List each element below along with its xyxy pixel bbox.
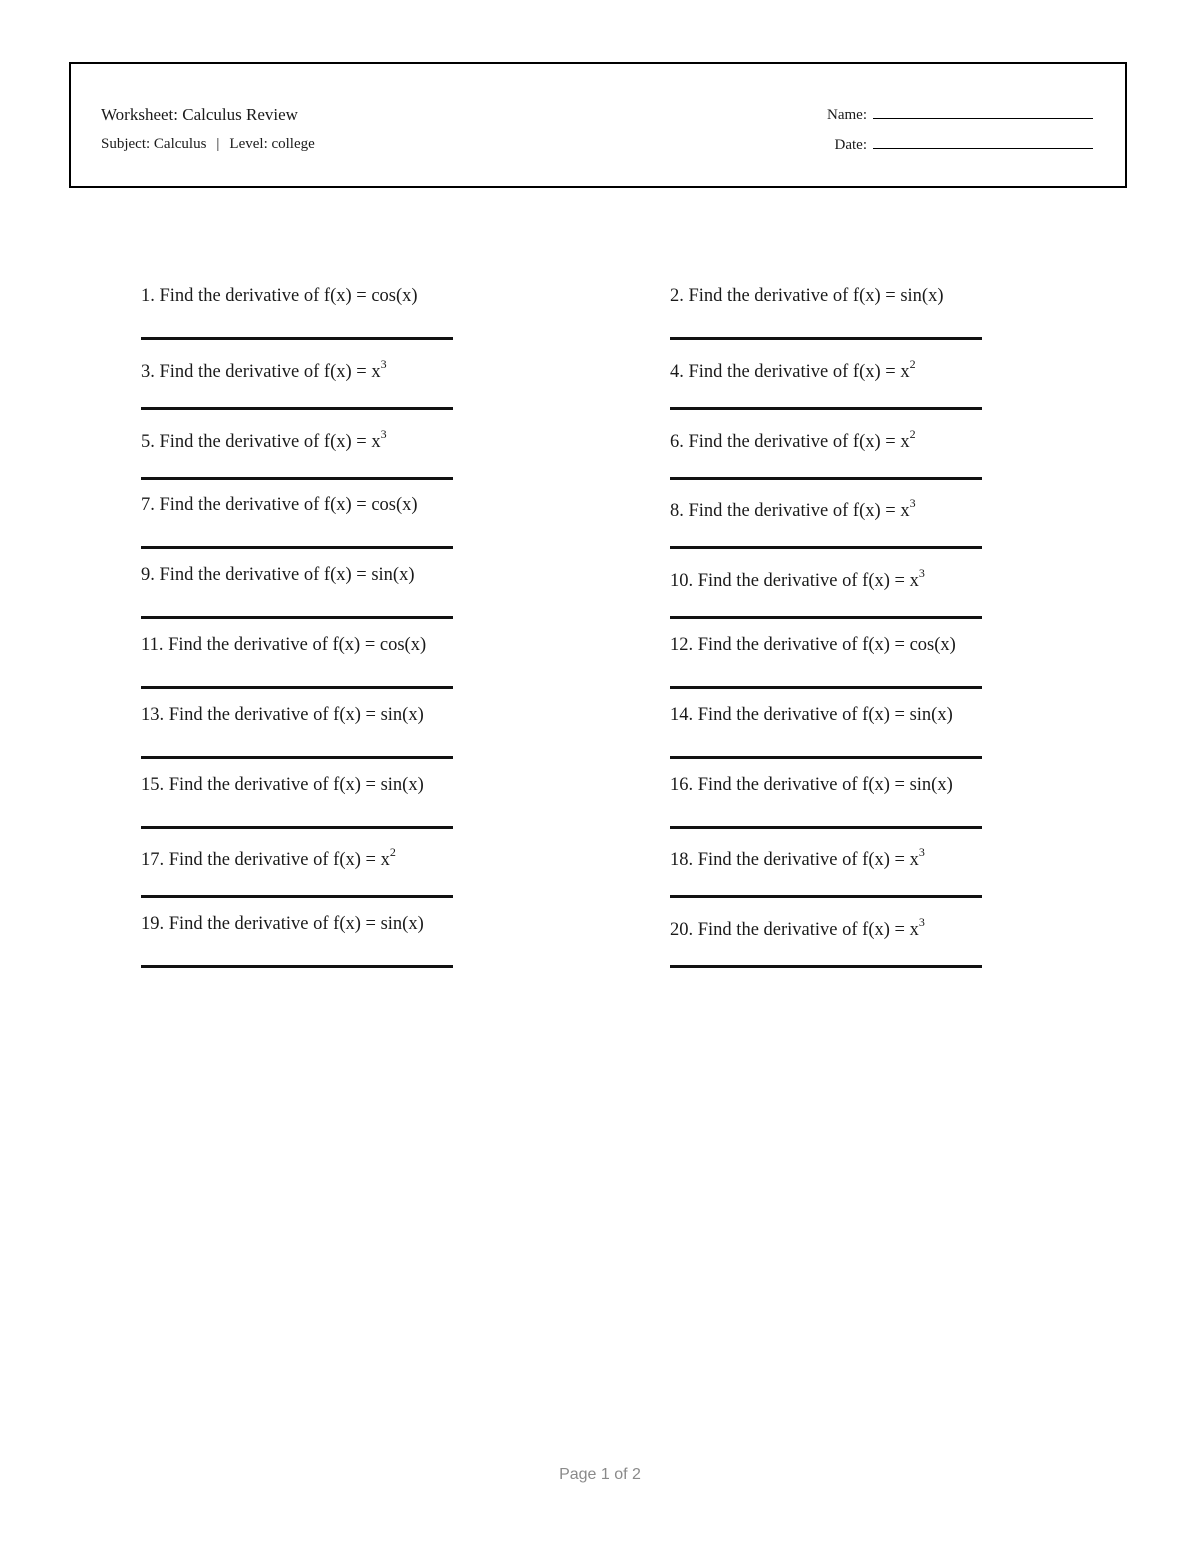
answer-line[interactable] bbox=[141, 826, 453, 829]
question-prompt: Find the derivative of f(x) = cos(x) bbox=[168, 635, 427, 655]
exponent: 3 bbox=[918, 845, 925, 860]
exponent: 2 bbox=[909, 426, 916, 441]
question-prompt: Find the derivative of f(x) = cos(x) bbox=[697, 635, 956, 655]
question-number: 6. bbox=[670, 431, 684, 452]
answer-line[interactable] bbox=[141, 546, 453, 549]
question-item bbox=[141, 424, 561, 454]
question-text bbox=[670, 563, 1090, 593]
answer-line[interactable] bbox=[141, 965, 453, 968]
answer-line[interactable] bbox=[141, 337, 453, 340]
meta-separator: | bbox=[216, 136, 220, 152]
question-number: 19. bbox=[141, 914, 165, 935]
exponent: 3 bbox=[380, 356, 387, 371]
answer-line[interactable] bbox=[141, 895, 453, 898]
question-prompt: Find the derivative of f(x) = sin(x) bbox=[688, 286, 944, 306]
answer-line[interactable] bbox=[141, 477, 453, 480]
question-item bbox=[670, 773, 1090, 797]
answer-line[interactable] bbox=[670, 686, 982, 689]
question-text bbox=[670, 284, 1090, 308]
question-text bbox=[141, 284, 561, 308]
question-number: 1. bbox=[141, 286, 155, 306]
question-text bbox=[670, 493, 1090, 523]
exponent: 3 bbox=[380, 426, 387, 441]
exponent: 3 bbox=[909, 496, 916, 511]
answer-line[interactable] bbox=[670, 337, 982, 340]
question-prompt: Find the derivative of f(x) = x bbox=[697, 850, 919, 871]
answer-line[interactable] bbox=[141, 756, 453, 759]
question-item bbox=[670, 424, 1090, 454]
question-text bbox=[670, 703, 1090, 727]
question-prompt: Find the derivative of f(x) = sin(x) bbox=[168, 774, 424, 795]
question-item bbox=[141, 563, 561, 587]
question-text bbox=[670, 912, 1090, 942]
question-item bbox=[670, 284, 1090, 308]
answer-line[interactable] bbox=[670, 546, 982, 549]
question-item bbox=[670, 493, 1090, 523]
question-text bbox=[141, 424, 561, 454]
question-prompt: Find the derivative of f(x) = x bbox=[688, 431, 910, 452]
answer-line[interactable] bbox=[670, 477, 982, 480]
question-number: 14. bbox=[670, 704, 694, 725]
question-prompt: Find the derivative of f(x) = cos(x) bbox=[159, 495, 418, 516]
question-item bbox=[141, 354, 561, 384]
question-number: 18. bbox=[670, 850, 694, 871]
question-number: 5. bbox=[141, 431, 155, 452]
question-prompt: Find the derivative of f(x) = x bbox=[168, 850, 390, 871]
question-text bbox=[141, 703, 561, 727]
answer-line[interactable] bbox=[141, 407, 453, 410]
question-prompt: Find the derivative of f(x) = x bbox=[159, 431, 381, 452]
question-number: 3. bbox=[141, 361, 155, 382]
question-number: 9. bbox=[141, 565, 155, 586]
question-item bbox=[670, 633, 1090, 657]
question-item bbox=[670, 563, 1090, 593]
question-text bbox=[670, 842, 1090, 872]
answer-line[interactable] bbox=[141, 686, 453, 689]
question-item bbox=[141, 493, 561, 517]
question-item bbox=[670, 354, 1090, 384]
exponent: 3 bbox=[918, 566, 925, 581]
question-number: 12. bbox=[670, 635, 694, 655]
question-item bbox=[141, 773, 561, 797]
question-number: 4. bbox=[670, 361, 684, 382]
question-prompt: Find the derivative of f(x) = sin(x) bbox=[168, 704, 424, 725]
question-prompt: Find the derivative of f(x) = x bbox=[697, 920, 919, 941]
question-number: 13. bbox=[141, 704, 165, 725]
question-item bbox=[670, 912, 1090, 942]
date-label: Date: bbox=[834, 137, 867, 153]
answer-line[interactable] bbox=[670, 756, 982, 759]
answer-line[interactable] bbox=[670, 826, 982, 829]
exponent: 2 bbox=[909, 356, 916, 371]
question-text bbox=[670, 773, 1090, 797]
question-number: 11. bbox=[141, 635, 164, 655]
question-number: 16. bbox=[670, 774, 694, 795]
question-text bbox=[141, 773, 561, 797]
question-prompt: Find the derivative of f(x) = x bbox=[159, 361, 381, 382]
question-text bbox=[141, 912, 561, 936]
question-item bbox=[141, 633, 561, 657]
question-text bbox=[670, 354, 1090, 384]
question-item bbox=[670, 703, 1090, 727]
exponent: 3 bbox=[918, 915, 925, 930]
question-number: 7. bbox=[141, 495, 155, 516]
question-text bbox=[141, 842, 561, 872]
question-prompt: Find the derivative of f(x) = sin(x) bbox=[697, 704, 953, 725]
question-number: 8. bbox=[670, 501, 684, 522]
question-prompt: Find the derivative of f(x) = x bbox=[688, 361, 910, 382]
answer-line[interactable] bbox=[670, 895, 982, 898]
question-prompt: Find the derivative of f(x) = sin(x) bbox=[159, 565, 415, 586]
subject-label: Subject: Calculus bbox=[101, 136, 207, 152]
answer-line[interactable] bbox=[670, 616, 982, 619]
answer-line[interactable] bbox=[141, 616, 453, 619]
answer-line[interactable] bbox=[670, 965, 982, 968]
page-number: Page 1 of 2 bbox=[559, 1466, 641, 1483]
question-text bbox=[141, 354, 561, 384]
question-text bbox=[670, 424, 1090, 454]
level-label: Level: college bbox=[229, 136, 315, 152]
worksheet-title: Worksheet: Calculus Review bbox=[101, 105, 298, 124]
question-number: 2. bbox=[670, 286, 684, 306]
question-text bbox=[141, 633, 561, 657]
question-prompt: Find the derivative of f(x) = sin(x) bbox=[168, 914, 424, 935]
question-item bbox=[141, 842, 561, 872]
question-number: 10. bbox=[670, 571, 694, 592]
question-number: 20. bbox=[670, 920, 694, 941]
question-text bbox=[670, 633, 1090, 657]
question-item bbox=[670, 842, 1090, 872]
question-prompt: Find the derivative of f(x) = x bbox=[688, 501, 910, 522]
question-item bbox=[141, 284, 561, 308]
question-text bbox=[141, 493, 561, 517]
question-item bbox=[141, 912, 561, 936]
question-number: 15. bbox=[141, 774, 165, 795]
question-prompt: Find the derivative of f(x) = sin(x) bbox=[697, 774, 953, 795]
question-number: 17. bbox=[141, 850, 165, 871]
question-prompt: Find the derivative of f(x) = x bbox=[697, 571, 919, 592]
exponent: 2 bbox=[389, 845, 396, 860]
question-prompt: Find the derivative of f(x) = cos(x) bbox=[159, 286, 418, 306]
name-label: Name: bbox=[827, 107, 867, 123]
question-item bbox=[141, 703, 561, 727]
question-text bbox=[141, 563, 561, 587]
answer-line[interactable] bbox=[670, 407, 982, 410]
